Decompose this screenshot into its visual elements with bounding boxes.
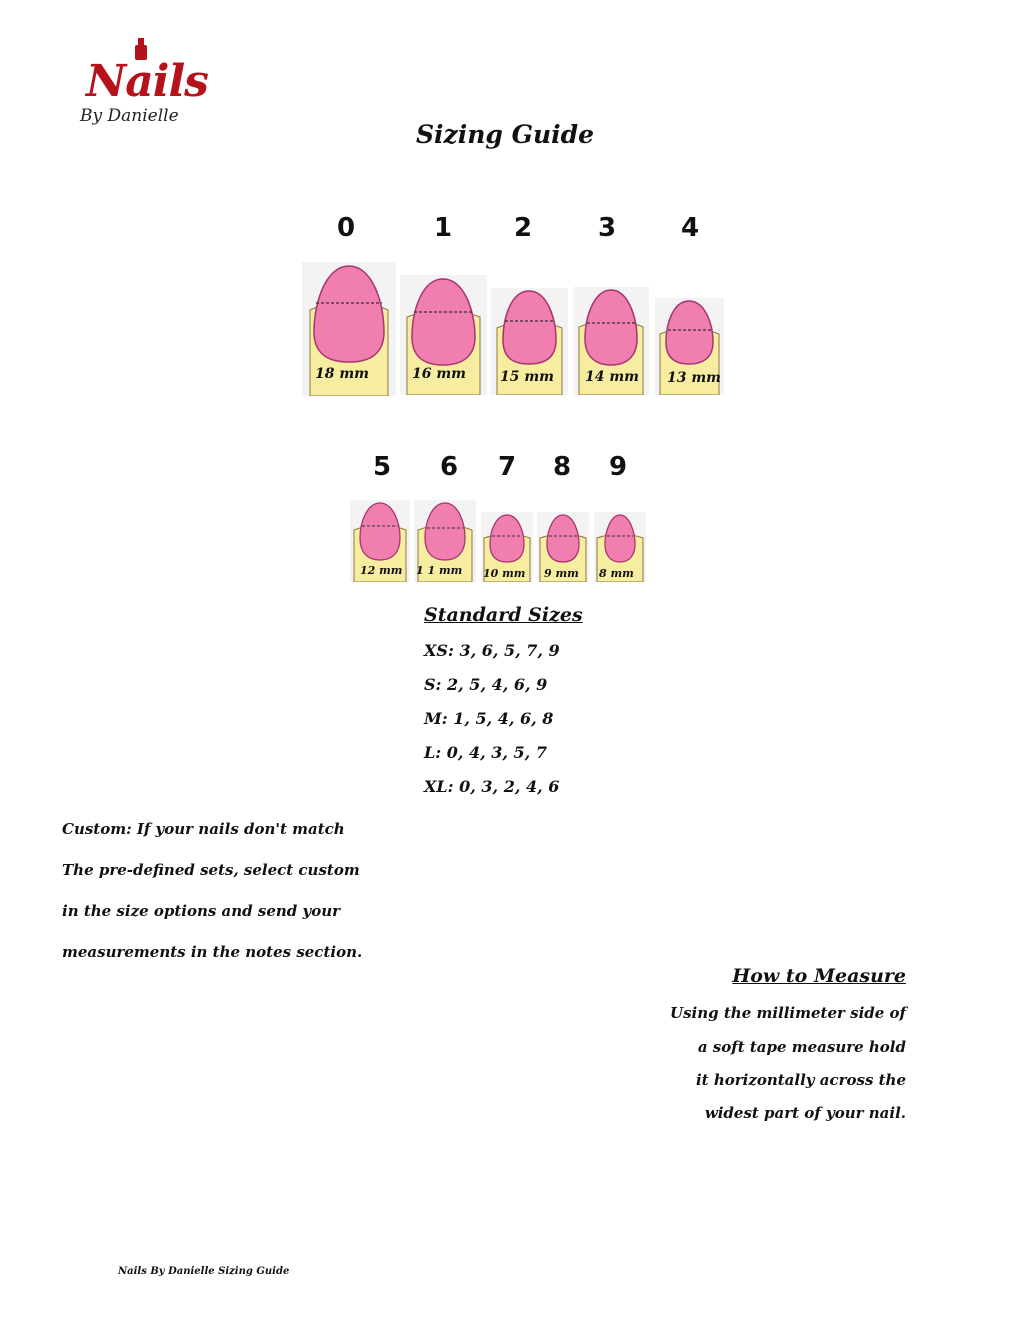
standard-size-row: XS: 3, 6, 5, 7, 9: [424, 641, 560, 660]
standard-size-row: XL: 0, 3, 2, 4, 6: [424, 777, 560, 796]
standard-size-row: L: 0, 4, 3, 5, 7: [424, 743, 547, 762]
standard-size-row: M: 1, 5, 4, 6, 8: [424, 709, 554, 728]
how-to-measure-line: a soft tape measure hold: [697, 1038, 906, 1056]
nail-width-label: 18 mm: [315, 366, 369, 382]
how-to-measure-line: Using the millimeter side of: [670, 1004, 906, 1022]
how-to-measure-heading: How to Measure: [732, 965, 906, 987]
logo-subtitle: By Danielle: [80, 106, 179, 126]
custom-note-line: Custom: If your nails don't match: [62, 820, 345, 838]
size-number: 4: [680, 213, 700, 243]
standard-sizes-heading: Standard Sizes: [424, 604, 583, 626]
size-number: 2: [513, 213, 533, 243]
how-to-measure-line: widest part of your nail.: [704, 1104, 906, 1122]
nail-width-label: 15 mm: [500, 369, 554, 385]
standard-size-row: S: 2, 5, 4, 6, 9: [424, 675, 548, 694]
nail-width-label: 1 1 mm: [416, 564, 463, 577]
custom-note-line: in the size options and send your: [62, 902, 341, 920]
size-number: 7: [497, 452, 517, 482]
nail-width-label: 16 mm: [412, 366, 466, 382]
how-to-measure-line: it horizontally across the: [695, 1071, 906, 1089]
size-number: 6: [439, 452, 459, 482]
size-number: 1: [433, 213, 453, 243]
nail-width-label: 9 mm: [544, 567, 579, 580]
size-number: 9: [608, 452, 628, 482]
nail-width-label: 12 mm: [360, 564, 403, 577]
nail-width-label: 8 mm: [599, 567, 634, 580]
nail-width-label: 10 mm: [483, 567, 526, 580]
custom-note-line: The pre-defined sets, select custom: [62, 861, 360, 879]
page-title: Sizing Guide: [415, 120, 594, 149]
size-number: 3: [597, 213, 617, 243]
nail-width-label: 13 mm: [667, 370, 721, 386]
size-number: 8: [552, 452, 572, 482]
size-number: 0: [336, 213, 356, 243]
size-number: 5: [372, 452, 392, 482]
logo-brand-text: Nails: [86, 56, 208, 107]
nail-width-label: 14 mm: [585, 369, 639, 385]
custom-note-line: measurements in the notes section.: [62, 943, 363, 961]
page-footer: Nails By Danielle Sizing Guide: [118, 1266, 290, 1277]
